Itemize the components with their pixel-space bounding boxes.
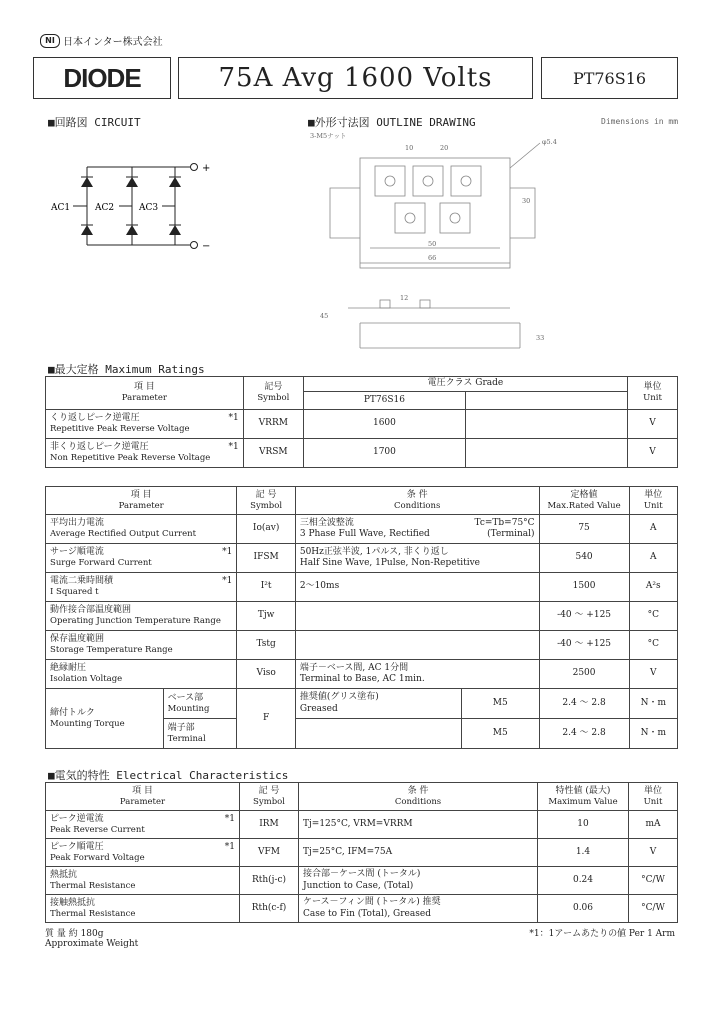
company-logo	[40, 33, 163, 48]
table-row: 非くり返しピーク逆電圧 *1 Non Repetitive Peak Reverse Voltage VRSM 1700 V	[46, 439, 678, 468]
dim-hole: φ5.4	[542, 138, 557, 146]
dim-10: 10	[405, 144, 414, 152]
circuit-diagram	[45, 155, 225, 260]
table-row: 平均出力電流 Average Rectified Output Current Io(av) 三相全波整流 Tc=Tb=75°C 3 Phase Full Wave, Rectified (Terminal) 75 A	[46, 515, 678, 544]
dim-45: 45	[320, 312, 329, 320]
dim-12: 12	[400, 294, 409, 302]
head-unit: 単位 Unit	[628, 377, 678, 410]
dim-30: 30	[522, 197, 531, 205]
label-plus: +	[202, 163, 211, 174]
head-unit: 単位 Unit	[629, 487, 677, 515]
head-conditions: 条 件 Conditions	[299, 783, 538, 811]
part-number: PT76S16	[541, 57, 678, 99]
weight-jp: 質 量 約 180g	[45, 929, 104, 939]
label-minus: −	[202, 241, 211, 252]
table-row: サージ順電流 *1 Surge Forward Current IFSM 50Hz正弦半波, 1パルス, 非くり返し Half Sine Wave, 1Pulse, Non-Repetitive 540 A	[46, 544, 678, 573]
head-param: 項 目 Parameter	[46, 377, 244, 410]
head-param: 項 目 Parameter	[46, 783, 240, 811]
label-ac2: AC2	[95, 203, 115, 213]
table-row: ピーク順電圧 *1 Peak Forward Voltage VFM Tj=25°C, IFM=75A 1.4 V	[46, 839, 678, 867]
table-row: 保存温度範囲 Storage Temperature Range Tstg -40 ～ +125 °C	[46, 631, 678, 660]
weight-en: Approximate Weight	[45, 939, 139, 949]
grade-name: PT76S16	[303, 392, 465, 410]
max-ratings-table	[45, 376, 678, 468]
outline-units: Dimensions in mm	[601, 117, 679, 126]
logo-mark-icon: NI	[40, 34, 60, 48]
head-unit: 単位 Unit	[629, 783, 678, 811]
table-row: 絶縁耐圧 Isolation Voltage Viso 端子－ベース間, AC 1分間 Terminal to Base, AC 1min. 2500 V	[46, 660, 678, 689]
circuit-title: ■回路図 CIRCUIT	[48, 116, 141, 129]
head-value: 定格値 Max.Rated Value	[539, 487, 629, 515]
head-symbol: 記 号 Symbol	[237, 487, 295, 515]
head-conditions: 条 件 Conditions	[295, 487, 539, 515]
dim-20: 20	[440, 144, 449, 152]
outline-title: ■外形寸法図 OUTLINE DRAWING	[308, 116, 476, 129]
table-row: 端子部 Terminal M5 2.4 ～ 2.8 N・m	[46, 719, 678, 749]
max-ratings-title: ■最大定格 Maximum Ratings	[48, 363, 205, 376]
table-row: 動作接合部温度範囲 Operating Junction Temperature Range Tjw -40 ～ +125 °C	[46, 602, 678, 631]
table-row: ピーク逆電流 *1 Peak Reverse Current IRM Tj=125°C, VRM=VRRM 10 mA	[46, 811, 678, 839]
table-row: 締付トルク Mounting Torque ベース部 Mounting F 推奨値(グリス塗布) Greased M5 2.4 ～ 2.8 N・m	[46, 689, 678, 719]
head-symbol: 記号 Symbol	[243, 377, 303, 410]
outline-drawing	[300, 128, 680, 358]
dim-screw: 3-M5ナット	[310, 132, 347, 140]
head-symbol: 記 号 Symbol	[240, 783, 299, 811]
product-rating: 75A Avg 1600 Volts	[178, 57, 533, 99]
ratings-table	[45, 486, 678, 749]
weight	[45, 926, 138, 949]
dim-50: 50	[428, 240, 437, 248]
product-type: DIODE	[33, 57, 171, 99]
head-value: 特性値 (最大) Maximum Value	[538, 783, 629, 811]
head-param: 項 目 Parameter	[46, 487, 237, 515]
company-name: 日本インター株式会社	[63, 37, 163, 48]
table-row: 熱抵抗 Thermal Resistance Rth(j-c) 接合部－ケース間 (トータル) Junction to Case, (Total) 0.24 °C/W	[46, 867, 678, 895]
electrical-title: ■電気的特性 Electrical Characteristics	[48, 769, 289, 782]
label-ac3: AC3	[139, 203, 159, 213]
electrical-table	[45, 782, 678, 923]
table-row: 電流二乗時間積 *1 I Squared t I²t 2～10ms 1500 A²s	[46, 573, 678, 602]
dim-33: 33	[536, 334, 545, 342]
dim-66: 66	[428, 254, 437, 262]
footnote: *1：1アームあたりの値 Per 1 Arm	[529, 929, 675, 939]
table-row: 接触熱抵抗 Thermal Resistance Rth(c-f) ケース－フィン間 (トータル) 推奨 Case to Fin (Total), Greased 0.06 °C/W	[46, 895, 678, 923]
table-row: くり返しピーク逆電圧 *1 Repetitive Peak Reverse Voltage VRRM 1600 V	[46, 410, 678, 439]
label-ac1: AC1	[51, 203, 71, 213]
head-grade: 電圧クラス Grade	[303, 377, 627, 392]
